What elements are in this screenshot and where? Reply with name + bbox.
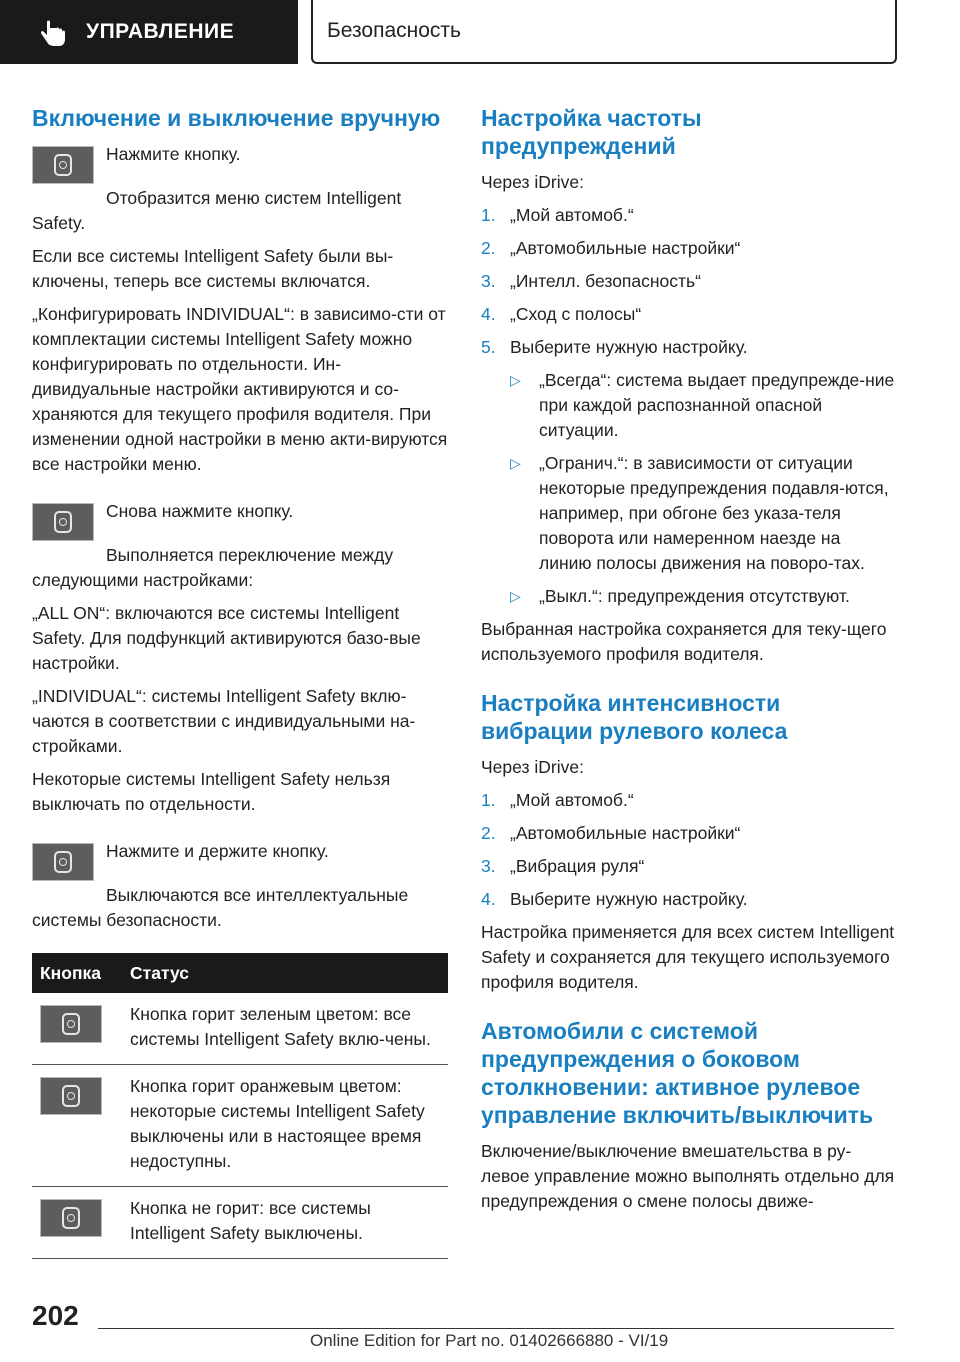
heading-active-steering: Автомобили с системой предупреждения о боковом столкновении: активное рулевое управление включить/выключить <box>481 1018 874 1128</box>
paragraph: Выбранная настройка сохраняется для теку-щего используемого профиля водителя. <box>481 619 887 664</box>
step-text: Нажмите и держите кнопку. <box>106 841 329 861</box>
triangle-bullet-icon: ▷ <box>510 455 521 471</box>
edition-note: Online Edition for Part no. 01402666880 - VI/19 <box>310 1331 669 1350</box>
list-item: ▷ „Выкл.“: предупреждения отсутствуют. <box>510 584 896 609</box>
step-result: Выключаются все интеллектуальные системы безопасности. <box>32 885 409 930</box>
options-list <box>510 368 896 609</box>
steps-list <box>481 203 896 360</box>
left-column <box>32 104 448 1259</box>
list-item: ▷ „Всегда“: система выдает предупрежде-ние при каждой распознанной опасной ситуации. <box>510 370 895 440</box>
via-idrive: Через iDrive: <box>481 172 584 192</box>
paragraph: „ALL ON“: включаются все системы Intelligent Safety. Для подфункций активируются базо-вые настройки. <box>32 603 421 673</box>
shield-icon <box>54 851 72 873</box>
table-cell-status: Кнопка горит зеленым цветом: все системы Intelligent Safety вклю-чены. <box>122 993 448 1065</box>
heading-warning-frequency: Настройка частоты предупреждений <box>481 105 702 159</box>
safety-button-image <box>32 146 94 184</box>
table-row <box>32 993 448 1065</box>
table-row <box>32 1187 448 1259</box>
safety-button-image <box>40 1199 102 1237</box>
list-item: 4. Выберите нужную настройку. <box>481 889 748 909</box>
section-label: УПРАВЛЕНИЕ <box>86 20 235 43</box>
triangle-bullet-icon: ▷ <box>510 588 521 604</box>
list-item: ▷ „Огранич.“: в зависимости от ситуации некоторые предупреждения подавля-ются, например, при обгоне без указа-теля поворота или намеренном наезде на линию полосы движения на поворо-тах. <box>510 453 889 573</box>
list-item: 2. „Автомобильные настройки“ <box>481 823 741 843</box>
list-item: 2. „Автомобильные настройки“ <box>481 238 741 258</box>
heading-manual-toggle: Включение и выключение вручную <box>32 105 441 131</box>
list-item: 3. „Вибрация руля“ <box>481 856 645 876</box>
step-result: Выполняется переключение между следующими настройками: <box>32 545 394 590</box>
shield-icon <box>62 1013 80 1035</box>
list-item: 3. „Интелл. безопасность“ <box>481 271 701 291</box>
instruction-press-hold <box>32 839 448 883</box>
safety-button-image <box>32 503 94 541</box>
paragraph: Настройка применяется для всех систем Intelligent Safety и сохраняется для текущего используемого профиля водителя. <box>481 922 895 992</box>
paragraph: „Конфигурировать INDIVIDUAL“: в зависимо-сти от комплектации системы Intelligent Safety можно конфигурировать по отдельности. Ин-дивидуальные настройки активируются и со-храняются для текущего профиля водителя. При изменении одной настройки в меню акти-вируются все настройки меню. <box>32 304 448 474</box>
instruction-press-button <box>32 142 448 186</box>
paragraph: „INDIVIDUAL“: системы Intelligent Safety вклю-чаются в соответствии с индивидуальными на-стройками. <box>32 686 416 756</box>
column-header-button: Кнопка <box>32 953 122 993</box>
instruction-press-again <box>32 499 448 543</box>
triangle-bullet-icon: ▷ <box>510 372 521 388</box>
list-item: 5. Выберите нужную настройку. <box>481 337 748 357</box>
paragraph: Если все системы Intelligent Safety были вы-ключены, теперь все системы включатся. <box>32 246 394 291</box>
table-cell-status: Кнопка не горит: все системы Intelligent Safety выключены. <box>122 1187 448 1259</box>
hand-pointer-icon <box>38 20 68 48</box>
step-result: Отобразится меню систем Intelligent Safety. <box>32 188 402 233</box>
step-text: Снова нажмите кнопку. <box>106 501 294 521</box>
steps-list <box>481 788 896 912</box>
right-column <box>481 104 896 1222</box>
paragraph: Включение/выключение вмешательства в ру-левое управление можно выполнять отдельно для предупреждения о смене полосы движе- <box>481 1141 895 1211</box>
list-item: 1. „Мой автомоб.“ <box>481 790 634 810</box>
shield-icon <box>62 1207 80 1229</box>
shield-icon <box>62 1085 80 1107</box>
table-cell-status: Кнопка горит оранжевым цветом: некоторые системы Intelligent Safety выключены или в настоящее время недоступны. <box>122 1065 448 1187</box>
heading-vibration-intensity: Настройка интенсивности вибрации рулевого колеса <box>481 690 788 744</box>
footer-divider <box>98 1328 894 1329</box>
section-tab <box>0 0 298 64</box>
column-header-status: Статус <box>122 953 448 993</box>
safety-button-image <box>40 1077 102 1115</box>
chapter-label: Безопасность <box>327 19 461 42</box>
paragraph: Некоторые системы Intelligent Safety нельзя выключать по отдельности. <box>32 769 391 814</box>
shield-icon <box>54 511 72 533</box>
safety-button-image <box>32 843 94 881</box>
step-text: Нажмите кнопку. <box>106 144 241 164</box>
list-item: 1. „Мой автомоб.“ <box>481 205 634 225</box>
shield-icon <box>54 154 72 176</box>
chapter-tab <box>311 0 897 64</box>
table-row <box>32 1065 448 1187</box>
safety-button-image <box>40 1005 102 1043</box>
page-number: 202 <box>32 1300 79 1331</box>
status-table <box>32 953 448 1259</box>
via-idrive: Через iDrive: <box>481 757 584 777</box>
list-item: 4. „Сход с полосы“ <box>481 304 642 324</box>
